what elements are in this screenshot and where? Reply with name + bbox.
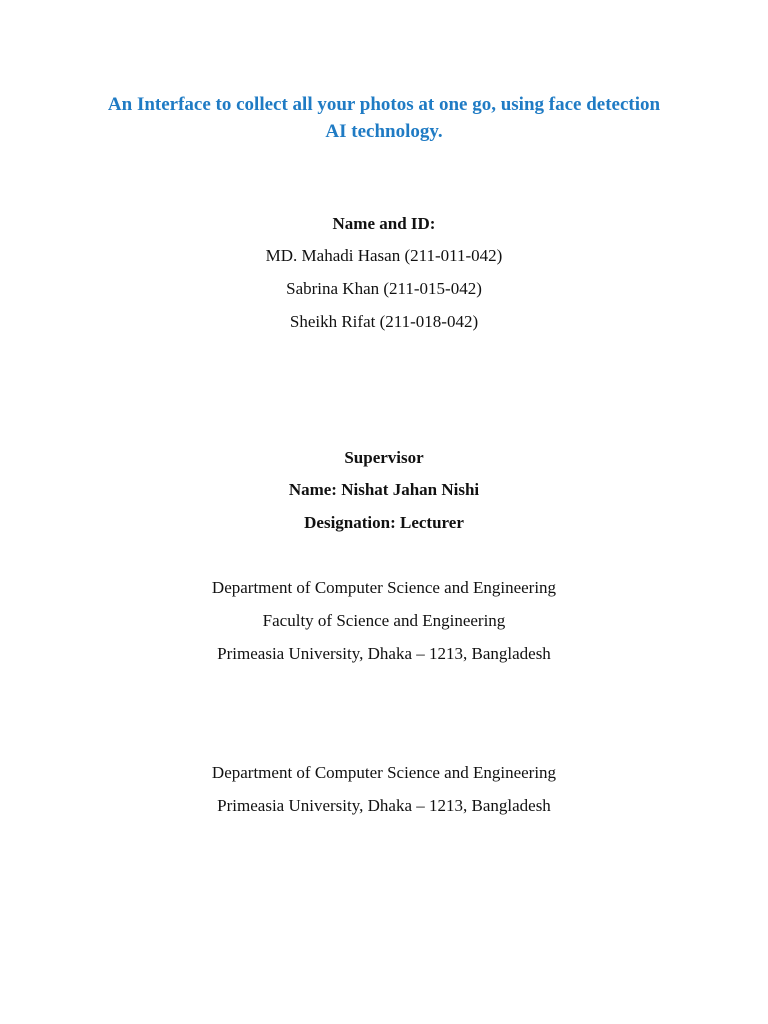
university-address: Primeasia University, Dhaka – 1213, Bangladesh [217,644,551,663]
member-name-id: MD. Mahadi Hasan (211-011-042) [265,246,503,265]
university-address: Primeasia University, Dhaka – 1213, Bangladesh [217,796,551,815]
supervisor-designation: Designation: Lecturer [304,513,464,532]
faculty-name: Faculty of Science and Engineering [262,611,506,630]
department-name: Department of Computer Science and Engineering [211,763,557,782]
supervisor-name: Name: Nishat Jahan Nishi [288,480,480,499]
member-name-id: Sheikh Rifat (211-018-042) [289,312,479,331]
member-name-id: Sabrina Khan (211-015-042) [286,279,482,298]
department-name: Department of Computer Science and Engineering [211,578,557,597]
members-heading: Name and ID: [332,214,436,233]
document-title-line-1: An Interface to collect all your photos at one go, using face detection [107,94,661,115]
supervisor-heading: Supervisor [344,448,424,467]
document-title-line-2: AI technology. [325,121,443,142]
